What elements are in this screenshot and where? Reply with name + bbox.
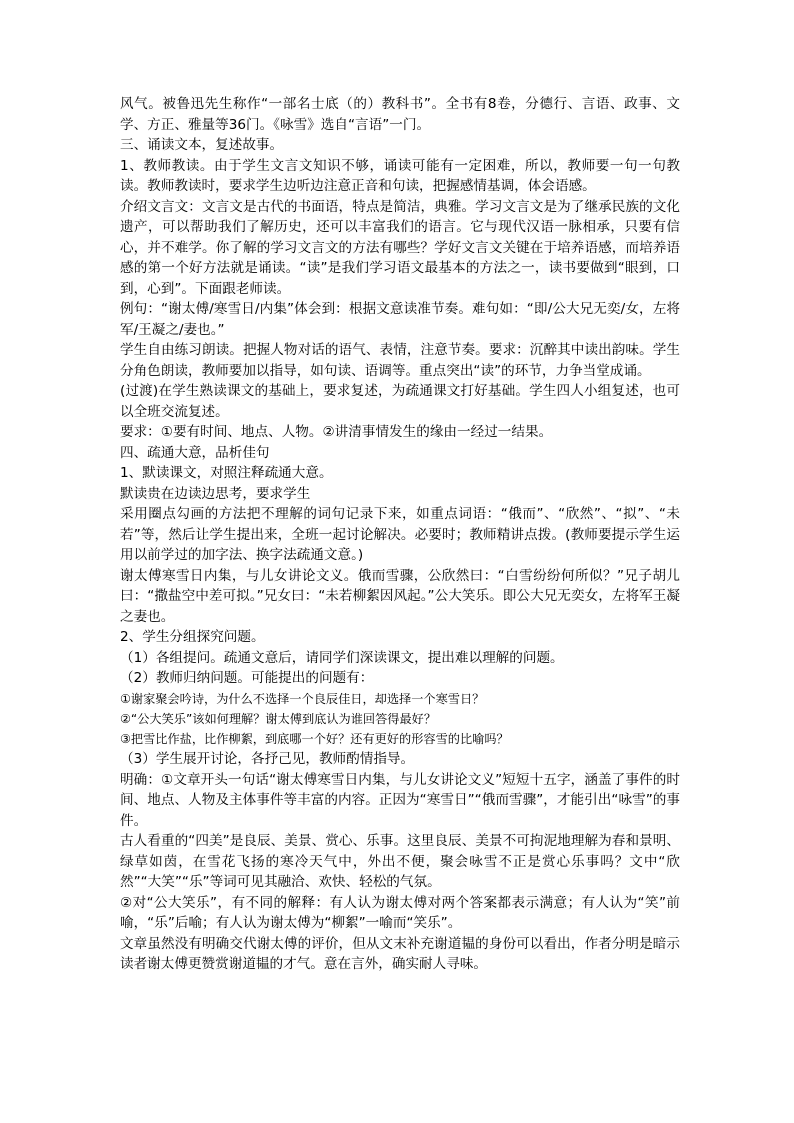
paragraph: 1、默读课文，对照注释疏通大意。 bbox=[120, 465, 333, 481]
paragraph: 例句：“谢太傅/寒雪日/内集”体会到：根据文意读准节奏。难句如：“即/公大兄无奕/女，左将军/王凝之/妻也。” bbox=[120, 301, 680, 338]
paragraph: 默读贵在边读边思考，要求学生 bbox=[120, 485, 311, 502]
paragraph: 谢太傅寒雪日内集，与儿女讲论文义。俄而雪骤，公欣然曰：“白雪纷纷何所似？”兄子胡儿曰：“撒盐空中差可拟。”兄女曰：“未若柳絮因风起。”公大笑乐。即公大兄无奕女，左将军王凝之妻也。 bbox=[120, 567, 680, 625]
paragraph: （1）各组提问。疏通文意后，请同学们深读课文，提出难以理解的问题。 bbox=[120, 649, 564, 666]
paragraph: 采用圈点勾画的方法把不理解的词句记录下来，如重点词语：“俄而”、“欣然”、“拟”、“未若”等，然后让学生提出来，全班一起讨论解决。必要时；教师精讲点拨。(教师要提示学生运用以前学过的加字法、换字法疏通文意。) bbox=[120, 506, 680, 563]
paragraph: (过渡)在学生熟读课文的基础上，要求复述，为疏通课文打好基础。学生四人小组复述，也可以全班交流复述。 bbox=[120, 383, 680, 420]
paragraph: 学生自由练习朗读。把握人物对话的语气、表情，注意节奏。要求：沉醉其中读出韵味。学生分角色朗读，教师要加以指导，如句读、语调等。重点突出“读”的环节，力争当堂成诵。 bbox=[120, 342, 680, 379]
paragraph: （2）教师归纳问题。可能提出的问题有： bbox=[120, 670, 374, 686]
paragraph: 四、疏通大意，品析佳句 bbox=[120, 444, 270, 461]
paragraph: 要求：①要有时间、地点、人物。②讲清事情发生的缘由一经过一结果。 bbox=[120, 424, 553, 440]
paragraph: 三、诵读文本，复述故事。 bbox=[120, 137, 284, 153]
paragraph: 2、学生分组探究问题。 bbox=[120, 629, 265, 645]
paragraph: ②“公大笑乐”该如何理解？谢太傅到底认为谁回答得最好？ bbox=[120, 711, 437, 726]
paragraph: ②对“公大笑乐”，有不同的解释：有人认为谢太傅对两个答案都表示满意；有人认为“笑”前喻，“乐”后喻；有人认为谢太傅为“柳絮”一喻而“笑乐”。 bbox=[120, 894, 680, 932]
document-body bbox=[120, 94, 680, 975]
paragraph: 明确：①文章开头一句话“谢太傅寒雪日内集，与儿女讲论文义”短短十五字，涵盖了事件的时间、地点、人物及主体事件等丰富的内容。正因为“寒雪日”“俄而雪骤”，才能引出“咏雪”的事件。 bbox=[120, 771, 680, 829]
paragraph: ①谢家聚会吟诗，为什么不选择一个良辰佳日，却选择一个寒雪日？ bbox=[120, 691, 485, 706]
paragraph: 文章虽然没有明确交代谢太傅的评价，但从文末补充谢道韫的身份可以看出，作者分明是暗示读者谢太傅更赞赏谢道韫的才气。意在言外，确实耐人寻味。 bbox=[120, 935, 680, 973]
paragraph: 风气。被鲁迅先生称作“一部名士底（的）教科书”。全书有8卷，分德行、言语、政事、文学、方正、雅量等36门。《咏雪》选自“言语”一门。 bbox=[120, 96, 680, 133]
paragraph: 1、教师教读。由于学生文言文知识不够，诵读可能有一定困难，所以，教师要一句一句教读。教师教读时，要求学生边听边注意正音和句读，把握感情基调，体会语感。 bbox=[120, 157, 680, 194]
paragraph: （3）学生展开讨论，各抒己见，教师酌情指导。 bbox=[120, 751, 415, 768]
paragraph: 古人看重的“四美”是良辰、美景、赏心、乐事。这里良辰、美景不可拘泥地理解为春和景明、绿草如茵，在雪花飞扬的寒冷天气中，外出不便，聚会咏雪不正是赏心乐事吗？文中“欣然”“大笑”“乐”等词可见其融洽、欢快、轻松的气氛。 bbox=[120, 833, 680, 891]
paragraph: ③把雪比作盐，比作柳絮，到底哪一个好？还有更好的形容雪的比喻吗？ bbox=[120, 732, 509, 747]
paragraph: 介绍文言文：文言文是古代的书面语，特点是简洁，典雅。学习文言文是为了继承民族的文化遗产，可以帮助我们了解历史，还可以丰富我们的语言。它与现代汉语一脉相承，只要有信心，并不难学。你了解的学习文言文的方法有哪些？学好文言文关键在于培养语感，而培养语感的第一个好方法就是诵读。“读”是我们学习语文最基本的方法之一，读书要做到“眼到，口到，心到”。下面跟老师读。 bbox=[120, 198, 680, 297]
